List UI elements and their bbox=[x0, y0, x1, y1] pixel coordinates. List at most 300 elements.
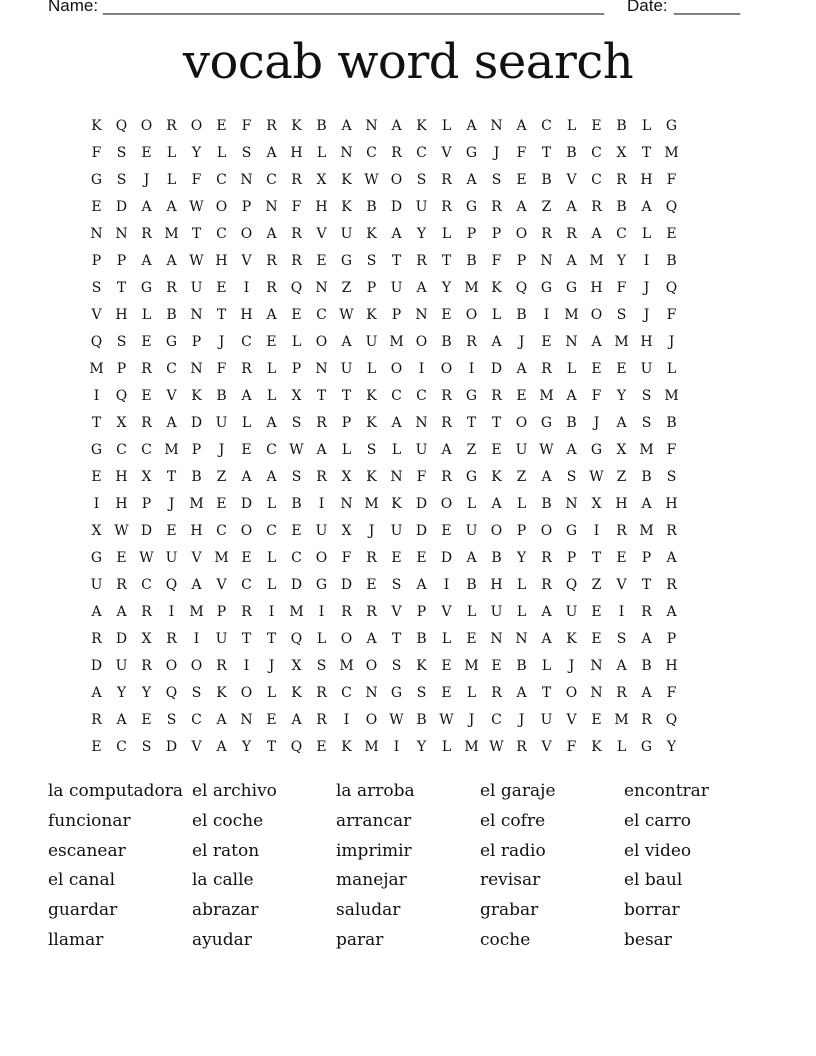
grid-letter: A bbox=[566, 442, 577, 458]
grid-letter: B bbox=[516, 658, 527, 674]
grid-letter: R bbox=[141, 361, 152, 377]
grid-letter: L bbox=[516, 604, 527, 620]
grid-letter: U bbox=[540, 712, 553, 728]
grid-letter: O bbox=[465, 307, 478, 323]
grid-letter: C bbox=[491, 712, 502, 728]
grid-letter: T bbox=[591, 550, 602, 566]
grid-letter: C bbox=[416, 388, 427, 404]
grid-letter: A bbox=[266, 415, 277, 431]
grid-letter: L bbox=[266, 685, 277, 701]
grid-letter: R bbox=[616, 523, 627, 539]
grid-letter: J bbox=[168, 496, 175, 512]
grid-letter: T bbox=[391, 631, 402, 647]
grid-letter: C bbox=[216, 226, 227, 242]
grid-letter: M bbox=[664, 388, 679, 404]
grid-letter: S bbox=[566, 469, 577, 485]
grid-letter: R bbox=[291, 172, 302, 188]
grid-row bbox=[84, 410, 734, 437]
grid-letter: B bbox=[466, 253, 477, 269]
grid-letter: E bbox=[516, 388, 527, 404]
grid-row bbox=[84, 248, 734, 275]
grid-letter: E bbox=[491, 658, 502, 674]
grid-letter: I bbox=[468, 361, 475, 377]
grid-letter: L bbox=[316, 145, 327, 161]
grid-letter: P bbox=[391, 307, 402, 323]
grid-letter: U bbox=[565, 604, 578, 620]
grid-letter: R bbox=[266, 253, 277, 269]
grid-letter: R bbox=[316, 685, 327, 701]
grid-letter: Y bbox=[191, 145, 202, 161]
grid-letter: O bbox=[490, 523, 503, 539]
grid-letter: E bbox=[666, 226, 677, 242]
grid-letter: E bbox=[266, 712, 277, 728]
grid-letter: U bbox=[515, 442, 528, 458]
grid-letter: P bbox=[191, 334, 202, 350]
grid-letter: W bbox=[489, 739, 504, 755]
grid-letter: O bbox=[240, 523, 253, 539]
grid-letter: O bbox=[190, 658, 203, 674]
grid-letter: N bbox=[265, 199, 278, 215]
grid-letter: E bbox=[241, 550, 252, 566]
grid-letter: E bbox=[441, 307, 452, 323]
grid-letter: E bbox=[366, 577, 377, 593]
grid-letter: G bbox=[465, 469, 478, 485]
grid-letter: L bbox=[266, 550, 277, 566]
grid-letter: B bbox=[291, 496, 302, 512]
grid-letter: W bbox=[189, 253, 204, 269]
name-blank-line: _____________________________________________________ bbox=[103, 0, 605, 15]
grid-letter: R bbox=[441, 199, 452, 215]
grid-letter: M bbox=[464, 739, 479, 755]
grid-letter: E bbox=[91, 469, 102, 485]
grid-letter: B bbox=[616, 118, 627, 134]
grid-letter: B bbox=[641, 658, 652, 674]
grid-letter: O bbox=[365, 712, 378, 728]
grid-letter: T bbox=[641, 145, 652, 161]
grid-letter: I bbox=[343, 712, 350, 728]
grid-letter: Z bbox=[616, 469, 627, 485]
grid-letter: I bbox=[443, 577, 450, 593]
grid-letter: C bbox=[241, 577, 252, 593]
grid-letter: H bbox=[590, 280, 603, 296]
grid-letter: E bbox=[141, 712, 152, 728]
grid-letter: O bbox=[440, 496, 453, 512]
grid-letter: Q bbox=[515, 280, 528, 296]
grid-letter: N bbox=[515, 631, 528, 647]
grid-letter: R bbox=[666, 523, 677, 539]
grid-letter: A bbox=[641, 631, 652, 647]
grid-letter: G bbox=[465, 145, 478, 161]
grid-letter: A bbox=[141, 253, 152, 269]
grid-letter: L bbox=[266, 361, 277, 377]
grid-letter: K bbox=[416, 658, 427, 674]
grid-letter: H bbox=[240, 307, 253, 323]
grid-letter: A bbox=[391, 118, 402, 134]
grid-letter: O bbox=[140, 118, 153, 134]
grid-letter: J bbox=[218, 334, 225, 350]
grid-letter: H bbox=[115, 469, 128, 485]
grid-letter: V bbox=[191, 739, 202, 755]
grid-letter: R bbox=[616, 172, 627, 188]
grid-letter: A bbox=[591, 226, 602, 242]
grid-row bbox=[84, 302, 734, 329]
grid-letter: H bbox=[290, 145, 303, 161]
grid-letter: X bbox=[616, 442, 627, 458]
grid-letter: P bbox=[241, 199, 252, 215]
grid-letter: I bbox=[318, 604, 325, 620]
grid-letter: U bbox=[490, 604, 503, 620]
grid-letter: K bbox=[216, 685, 227, 701]
grid-letter: R bbox=[491, 685, 502, 701]
grid-letter: B bbox=[366, 199, 377, 215]
grid-letter: E bbox=[466, 631, 477, 647]
grid-letter: S bbox=[166, 712, 177, 728]
grid-letter: N bbox=[240, 712, 253, 728]
grid-letter: Q bbox=[165, 685, 178, 701]
word-list-item: el cofre bbox=[480, 810, 546, 831]
grid-letter: N bbox=[415, 307, 428, 323]
grid-letter: A bbox=[166, 199, 177, 215]
word-list-item: el carro bbox=[624, 810, 692, 831]
grid-letter: G bbox=[640, 739, 653, 755]
grid-letter: N bbox=[315, 280, 328, 296]
grid-letter: K bbox=[591, 739, 602, 755]
grid-letter: I bbox=[593, 523, 600, 539]
grid-letter: K bbox=[416, 118, 427, 134]
grid-letter: S bbox=[316, 658, 327, 674]
grid-letter: W bbox=[439, 712, 454, 728]
word-list-item: el video bbox=[624, 840, 692, 861]
grid-letter: N bbox=[90, 226, 103, 242]
grid-letter: D bbox=[390, 199, 403, 215]
grid-letter: R bbox=[316, 469, 327, 485]
grid-letter: R bbox=[141, 226, 152, 242]
grid-letter: J bbox=[368, 523, 375, 539]
grid-letter: M bbox=[389, 334, 404, 350]
grid-letter: J bbox=[468, 712, 475, 728]
grid-letter: P bbox=[466, 226, 477, 242]
grid-letter: L bbox=[441, 226, 452, 242]
grid-letter: I bbox=[418, 361, 425, 377]
grid-letter: S bbox=[666, 469, 677, 485]
grid-letter: H bbox=[190, 523, 203, 539]
grid-letter: A bbox=[541, 469, 552, 485]
grid-letter: J bbox=[518, 712, 525, 728]
grid-letter: A bbox=[516, 685, 527, 701]
grid-letter: E bbox=[516, 172, 527, 188]
grid-letter: H bbox=[490, 577, 503, 593]
header bbox=[48, 0, 748, 18]
name-label: Name: bbox=[48, 0, 99, 15]
grid-letter: A bbox=[641, 199, 652, 215]
grid-letter: M bbox=[89, 361, 104, 377]
grid-letter: Z bbox=[216, 469, 227, 485]
grid-letter: Q bbox=[290, 631, 303, 647]
grid-letter: X bbox=[291, 658, 302, 674]
grid-letter: C bbox=[266, 523, 277, 539]
grid-letter: D bbox=[415, 496, 428, 512]
grid-letter: I bbox=[643, 253, 650, 269]
grid-letter: T bbox=[216, 307, 227, 323]
word-list-item: saludar bbox=[336, 900, 401, 921]
grid-letter: N bbox=[340, 496, 353, 512]
grid-letter: M bbox=[189, 496, 204, 512]
grid-letter: F bbox=[341, 550, 352, 566]
grid-letter: C bbox=[616, 226, 627, 242]
word-list-item: manejar bbox=[336, 870, 407, 891]
grid-letter: I bbox=[268, 604, 275, 620]
grid-letter: W bbox=[364, 172, 379, 188]
grid-letter: C bbox=[391, 388, 402, 404]
grid-letter: L bbox=[466, 604, 477, 620]
grid-letter: C bbox=[141, 442, 152, 458]
grid-letter: O bbox=[190, 118, 203, 134]
grid-letter: P bbox=[216, 604, 227, 620]
grid-row bbox=[84, 437, 734, 464]
grid-letter: U bbox=[340, 361, 353, 377]
grid-letter: B bbox=[566, 145, 577, 161]
grid-letter: X bbox=[341, 523, 352, 539]
grid-letter: E bbox=[416, 550, 427, 566]
grid-letter: G bbox=[340, 253, 353, 269]
grid-letter: G bbox=[540, 415, 553, 431]
grid-letter: M bbox=[614, 334, 629, 350]
grid-letter: U bbox=[465, 523, 478, 539]
grid-letter: L bbox=[641, 226, 652, 242]
grid-letter: A bbox=[441, 442, 452, 458]
grid-letter: Z bbox=[466, 442, 477, 458]
grid-letter: N bbox=[490, 631, 503, 647]
grid-letter: B bbox=[666, 253, 677, 269]
grid-letter: A bbox=[116, 604, 127, 620]
grid-letter: R bbox=[491, 199, 502, 215]
grid-letter: R bbox=[641, 712, 652, 728]
grid-letter: F bbox=[566, 739, 577, 755]
grid-letter: G bbox=[90, 550, 103, 566]
grid-letter: R bbox=[366, 604, 377, 620]
grid-letter: Q bbox=[115, 388, 128, 404]
grid-letter: L bbox=[366, 361, 377, 377]
grid-letter: I bbox=[618, 604, 625, 620]
grid-row bbox=[84, 653, 734, 680]
grid-letter: K bbox=[491, 280, 502, 296]
grid-letter: J bbox=[268, 658, 275, 674]
grid-letter: R bbox=[141, 415, 152, 431]
grid-letter: S bbox=[641, 415, 652, 431]
grid-letter: T bbox=[191, 226, 202, 242]
grid-letter: U bbox=[115, 658, 128, 674]
word-list-item: borrar bbox=[624, 900, 680, 921]
grid-row bbox=[84, 329, 734, 356]
grid-letter: T bbox=[166, 469, 177, 485]
grid-letter: N bbox=[590, 685, 603, 701]
grid-letter: K bbox=[366, 226, 377, 242]
grid-letter: Q bbox=[115, 118, 128, 134]
grid-letter: E bbox=[441, 658, 452, 674]
grid-letter: F bbox=[416, 469, 427, 485]
grid-letter: W bbox=[139, 550, 154, 566]
grid-letter: O bbox=[390, 361, 403, 377]
grid-letter: E bbox=[316, 253, 327, 269]
grid-letter: R bbox=[141, 658, 152, 674]
grid-letter: V bbox=[191, 550, 202, 566]
grid-letter: S bbox=[366, 253, 377, 269]
grid-letter: A bbox=[91, 685, 102, 701]
grid-letter: M bbox=[339, 658, 354, 674]
grid-letter: R bbox=[291, 253, 302, 269]
grid-letter: P bbox=[416, 604, 427, 620]
grid-letter: R bbox=[441, 469, 452, 485]
grid-letter: K bbox=[391, 496, 402, 512]
grid-letter: H bbox=[665, 658, 678, 674]
grid-letter: L bbox=[666, 361, 677, 377]
grid-letter: O bbox=[390, 172, 403, 188]
grid-letter: R bbox=[541, 550, 552, 566]
grid-letter: Y bbox=[516, 550, 527, 566]
grid-letter: L bbox=[166, 172, 177, 188]
grid-letter: U bbox=[90, 577, 103, 593]
grid-letter: U bbox=[365, 334, 378, 350]
grid-letter: A bbox=[241, 388, 252, 404]
grid-letter: U bbox=[190, 280, 203, 296]
grid-letter: X bbox=[591, 496, 602, 512]
grid-letter: D bbox=[140, 523, 153, 539]
grid-letter: L bbox=[341, 442, 352, 458]
grid-letter: S bbox=[391, 577, 402, 593]
grid-letter: C bbox=[266, 442, 277, 458]
grid-letter: R bbox=[241, 361, 252, 377]
word-list-item: la calle bbox=[192, 870, 254, 891]
grid-letter: I bbox=[318, 496, 325, 512]
grid-letter: L bbox=[141, 307, 152, 323]
grid-letter: Q bbox=[165, 577, 178, 593]
grid-letter: W bbox=[339, 307, 354, 323]
grid-letter: W bbox=[114, 523, 129, 539]
grid-letter: K bbox=[566, 631, 577, 647]
grid-letter: L bbox=[291, 334, 302, 350]
grid-letter: P bbox=[341, 415, 352, 431]
grid-letter: L bbox=[441, 118, 452, 134]
grid-letter: G bbox=[540, 280, 553, 296]
grid-letter: E bbox=[266, 334, 277, 350]
grid-letter: I bbox=[243, 280, 250, 296]
grid-letter: E bbox=[216, 280, 227, 296]
grid-letter: R bbox=[166, 280, 177, 296]
grid-letter: F bbox=[91, 145, 102, 161]
grid-letter: T bbox=[241, 631, 252, 647]
grid-letter: E bbox=[591, 361, 602, 377]
grid-letter: Y bbox=[416, 226, 427, 242]
grid-letter: R bbox=[441, 415, 452, 431]
grid-letter: R bbox=[541, 361, 552, 377]
grid-letter: A bbox=[341, 118, 352, 134]
grid-letter: A bbox=[416, 577, 427, 593]
grid-letter: A bbox=[266, 226, 277, 242]
grid-row bbox=[84, 680, 734, 707]
grid-letter: M bbox=[464, 280, 479, 296]
grid-letter: V bbox=[541, 739, 552, 755]
grid-letter: A bbox=[516, 199, 527, 215]
word-list-item: coche bbox=[480, 929, 531, 950]
word-list-item: guardar bbox=[48, 900, 118, 921]
grid-row bbox=[84, 194, 734, 221]
grid-letter: A bbox=[516, 361, 527, 377]
grid-letter: P bbox=[91, 253, 102, 269]
grid-letter: S bbox=[116, 145, 127, 161]
grid-letter: L bbox=[516, 577, 527, 593]
grid-letter: P bbox=[666, 631, 677, 647]
grid-letter: N bbox=[565, 496, 578, 512]
grid-letter: N bbox=[115, 226, 128, 242]
word-list-item: abrazar bbox=[192, 900, 259, 921]
word-list-item: ayudar bbox=[192, 929, 252, 950]
grid-letter: T bbox=[541, 145, 552, 161]
grid-letter: I bbox=[193, 631, 200, 647]
grid-letter: B bbox=[216, 388, 227, 404]
grid-letter: I bbox=[243, 658, 250, 674]
grid-letter: E bbox=[316, 739, 327, 755]
grid-letter: R bbox=[441, 172, 452, 188]
grid-letter: L bbox=[166, 145, 177, 161]
grid-row bbox=[84, 113, 734, 140]
grid-letter: N bbox=[565, 334, 578, 350]
grid-letter: A bbox=[391, 226, 402, 242]
grid-letter: A bbox=[566, 253, 577, 269]
grid-letter: J bbox=[643, 280, 650, 296]
grid-letter: N bbox=[190, 361, 203, 377]
grid-letter: Q bbox=[565, 577, 578, 593]
grid-letter: U bbox=[215, 631, 228, 647]
grid-letter: E bbox=[591, 118, 602, 134]
grid-letter: F bbox=[491, 253, 502, 269]
grid-letter: P bbox=[116, 253, 127, 269]
grid-letter: R bbox=[591, 199, 602, 215]
grid-letter: R bbox=[166, 631, 177, 647]
grid-letter: A bbox=[166, 253, 177, 269]
grid-letter: A bbox=[466, 172, 477, 188]
grid-letter: R bbox=[616, 685, 627, 701]
grid-letter: X bbox=[91, 523, 102, 539]
grid-letter: N bbox=[240, 172, 253, 188]
grid-letter: M bbox=[164, 442, 179, 458]
grid-letter: Y bbox=[616, 253, 627, 269]
grid-letter: C bbox=[166, 361, 177, 377]
grid-letter: R bbox=[316, 712, 327, 728]
grid-letter: T bbox=[266, 739, 277, 755]
grid-letter: R bbox=[116, 577, 127, 593]
grid-letter: F bbox=[191, 172, 202, 188]
grid-letter: A bbox=[491, 496, 502, 512]
grid-letter: N bbox=[415, 415, 428, 431]
grid-letter: M bbox=[364, 739, 379, 755]
grid-letter: X bbox=[341, 469, 352, 485]
grid-letter: B bbox=[416, 631, 427, 647]
grid-letter: R bbox=[391, 145, 402, 161]
grid-letter: H bbox=[315, 199, 328, 215]
grid-letter: F bbox=[516, 145, 527, 161]
grid-letter: D bbox=[440, 550, 453, 566]
word-list-item: imprimir bbox=[336, 840, 412, 861]
grid-letter: G bbox=[390, 685, 403, 701]
grid-letter: A bbox=[491, 334, 502, 350]
grid-letter: R bbox=[266, 118, 277, 134]
word-list-item: parar bbox=[336, 929, 384, 950]
grid-letter: E bbox=[91, 199, 102, 215]
grid-letter: K bbox=[291, 118, 302, 134]
grid-letter: M bbox=[189, 604, 204, 620]
grid-letter: A bbox=[141, 199, 152, 215]
grid-letter: H bbox=[215, 253, 228, 269]
